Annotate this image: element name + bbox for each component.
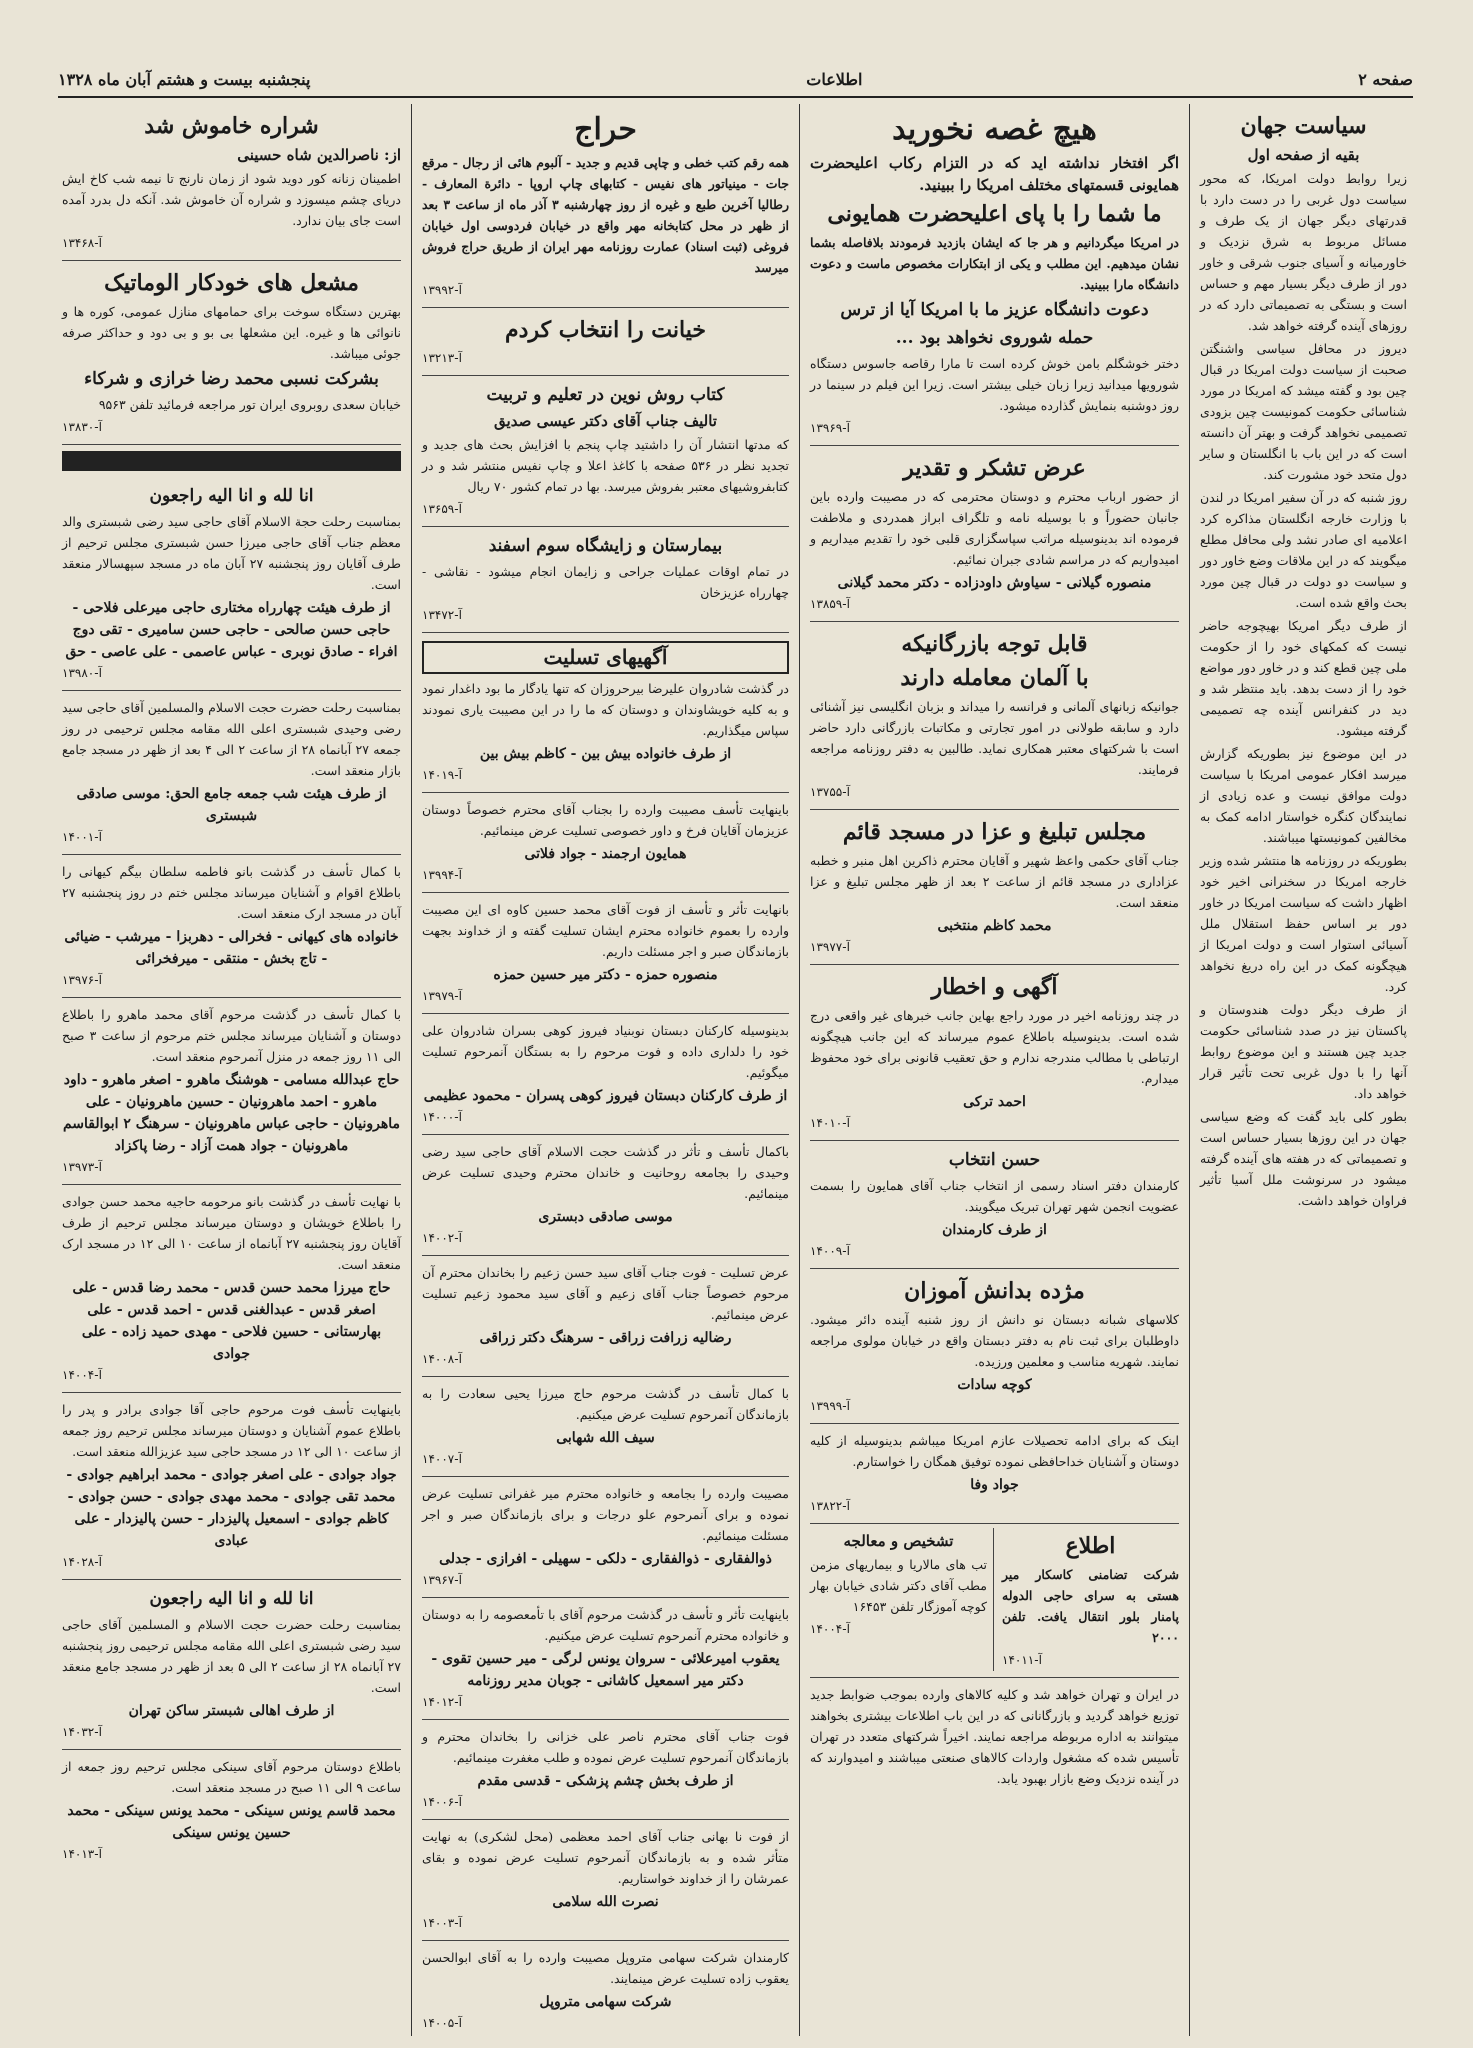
ad-code: آ-۱۴۰۰۷ — [422, 1452, 462, 1466]
ad-burners — [62, 261, 401, 445]
notice-body: بمناسبت رحلت حضرت حجت الاسلام والمسلمین آقای حاجی سید رضی وحیدی شبستری اعلی الله مقامه مجلس ترحیمی در روز جمعه ۲۷ آبانماه ۲۸ از ساعت ۲ الی ۴ بعد از ظهر در مسجد جامع بازار منعقد است. — [62, 700, 401, 778]
notice-signature: حاج میرزا محمد حسن قدس - محمد رضا قدس - علی اصغر قدس - عبدالغنی قدس - احمد قدس - علی بهارستانی - حسین فلاحی - مهدی حمید زاده - علی جوادی — [72, 1280, 391, 1362]
notice-title: تشخیص و معالجه — [843, 1532, 954, 1550]
ad-code: آ-۱۴۰۰۲ — [422, 1231, 462, 1245]
ad-code: آ-۱۴۰۱۲ — [422, 1695, 462, 1709]
mourning-notice — [62, 1580, 401, 1750]
mourning-notice — [62, 691, 401, 855]
ad-signature: جواد وفا — [970, 1477, 1019, 1493]
mourning-notice — [62, 855, 401, 998]
ad-code: آ-۱۴۰۳۲ — [62, 1725, 102, 1739]
ad-code: آ-۱۴۰۰۴ — [62, 1368, 102, 1382]
page-number: صفحه ۲ — [1358, 69, 1413, 89]
notices-row — [810, 1524, 1179, 1678]
ad-title: بیمارستان و زایشگاه سوم اسفند — [488, 536, 723, 556]
mourning-notice — [62, 1750, 401, 1871]
notice-body: شرکت تضامنی کاسکار میر هستی به سرای حاجی الدوله پامنار بلور انتقال یافت. تلفن ۲۰۰۰ — [1002, 1567, 1179, 1645]
notice-signature: حاج عبدالله مسامی - هوشنگ ماهرو - اصغر ماهرو - داود ماهرو - احمد ماهرونیان - حسین ماهرونیان - علی ماهرونیان - حاجی عباس ماهرونیان - سرهنگ ۲ ابوالقاسم ماهرونیان - جواد همت آزاد - رضا پاکزاد — [62, 1072, 401, 1154]
ad-body: کارمندان دفتر اسناد رسمی از انتخاب جناب آقای همایون را بسمت عضویت انجمن شهر تهران تبریک میگویند. — [810, 1178, 1179, 1214]
ad-code: آ-۱۴۰۰۱ — [62, 830, 102, 844]
ad-code: آ-۱۳۹۷۹ — [422, 989, 462, 1003]
ad-traders — [810, 622, 1179, 810]
condolence-text: کارمندان شرکت سهامی متروپل مصیبت وارده را به آقای ابوالحسن یعقوب زاده تسلیت عرض مینمایند. — [422, 1950, 789, 1986]
columns — [52, 104, 1417, 2036]
ad-code: آ-۱۴۰۰۰ — [422, 1110, 462, 1124]
poem-article — [62, 104, 401, 261]
ad-code: آ-۱۴۰۰۳ — [422, 1916, 462, 1930]
ad-code: آ-۱۳۸۳۰ — [62, 420, 102, 434]
notice-clinic — [810, 1528, 994, 1671]
condolence-signature: از طرف کارکنان دبستان فیروز کوهی پسران - محمود عظیمی — [423, 1088, 788, 1104]
paragraph: بطور کلی باید گفت که وضع سیاسی جهان در این روزها بسیار حساس است و تصمیماتی که در هفته های آینده گرفته میشود در سرنوشت ملل آسیا تأثیر فراوان خواهد داشت. — [1200, 1109, 1407, 1208]
ad-signature: کوچه سادات — [957, 1377, 1032, 1393]
ad-code: آ-۱۳۹۹۲ — [422, 283, 462, 297]
ad-author: تالیف جناب آقای دکتر عیسی صدیق — [494, 412, 717, 430]
notice-signature: جواد جوادی - علی اصغر جوادی - محمد ابراهیم جوادی - محمد تقی جوادی - محمد مهدی جوادی - حسن جوادی - کاظم جوادی - اسمعیل پالیزدار - حسن پالیزدار - علی عبادی — [66, 1467, 397, 1549]
article-author: از: ناصرالدین شاه حسینی — [237, 146, 401, 164]
ad-body: جوانیکه زبانهای آلمانی و فرانسه را میداند و بزبان انگلیسی نیز آشنائی دارد و سابقه طولانی در امور تجارتی و مکاتبات بازرگانی دارد حاضر است با شرکتهای معتبر همکاری نماید. طالبین به دفتر روزنامه مراجعه فرمایند. — [810, 699, 1179, 777]
ad-code: آ-۱۳۷۵۵ — [810, 785, 850, 799]
condolence-text: با کمال تأسف در گذشت مرحوم حاج میرزا یحیی سعادت را به بازماندگان آنمرحوم تسلیت عرض میکنیم. — [422, 1386, 789, 1422]
ad-code: آ-۱۴۰۱۰ — [810, 1116, 850, 1130]
ad-signature: احمد ترکی — [963, 1094, 1026, 1110]
condolence-text: در گذشت شادروان علیرضا بیرحروزان که تنها یادگار ما بود داغدار نمود و به کلیه خویشاوندان و دوستان که ما را در این مصیبت یاری نمودند سپاس میگذاریم. — [422, 681, 789, 738]
ad-farewell — [810, 1424, 1179, 1524]
condolence-item — [422, 1820, 789, 1941]
ad-warning — [810, 965, 1179, 1141]
paragraph: در ایران و تهران خواهد شد و کلیه کالاهای وارده بموجب ضوابط جدید توزیع خواهد گردید و بازرگانانی که در این باب اطلاعات بیشتری بخواهند میتوانند به اداره مربوطه مراجعه نمایند. اخیراً شرکتهای متعدد در تهران تأسیس شده که مشغول واردات کالاهای صنعتی میباشند و امیدوارند که در آینده نزدیک وضع بازار بهبود یابد. — [810, 1687, 1179, 1786]
mourning-notice — [62, 1185, 401, 1393]
condolence-item — [422, 1477, 789, 1598]
ad-code: آ-۱۳۹۸۰ — [62, 666, 102, 680]
ad-code: آ-۱۳۴۶۸ — [62, 236, 102, 250]
condolence-text: باینهایت تأثر و تأسف در گذشت مرحوم آقای با تأمعصومه را به دوستان و خانواده محترم آنمرحوم تسلیت عرض میکنیم. — [422, 1607, 789, 1643]
ad-body: بهترین دستگاه سوخت برای حمامهای منازل عمومی، کوره ها و نانوائی ها و غیره. این مشعلها بی بو و بی دود و حداکثر صرفه جوئی میباشد. — [62, 304, 401, 361]
ad-code: آ-۱۳۶۵۹ — [422, 502, 462, 516]
ad-title: عرض تشکر و تقدیر — [903, 455, 1086, 481]
ad-title: حمله شوروی نخواهد بود ... — [895, 328, 1094, 348]
ad-title: آگهی و اخطار — [931, 974, 1058, 1000]
ad-code: آ-۱۴۰۱۳ — [62, 1847, 102, 1861]
ad-body: که مدتها انتشار آن را داشتید چاپ پنجم با افزایش بحث های جدید و تجدید نظر در ۵۳۶ صفحه با کاغذ اعلا و چاپ نفیس منتشر شد و در کتابفروشیهای معتبر بفروش میرسد. بها در تمام کشور ۷۰ ریال — [422, 437, 789, 494]
condolence-item — [422, 793, 789, 893]
divider-bar — [62, 451, 401, 471]
ad-signature: منصوره گیلانی - سیاوش داودزاده - دکتر محمد گیلانی — [837, 575, 1152, 591]
ad-code: آ-۱۴۰۱۹ — [422, 768, 462, 782]
condolence-signature: سیف الله شهابی — [556, 1430, 655, 1446]
condolence-item — [422, 893, 789, 1014]
ad-code: آ-۱۴۰۰۵ — [422, 2016, 462, 2030]
trade-article — [810, 1678, 1179, 1797]
paragraph: از طرف دیگر امریکا بهیچوجه حاضر نیست که کمکهای خود را از حکومت ملی چین قطع کند و در خاور دور مواضع خود را از دست بدهد. باید منتظر شد و دید در کنفرانس آینده چه تصمیمی گرفته میشود. — [1200, 618, 1407, 738]
paragraph: دیروز در محافل سیاسی واشنگتن صحبت از سیاست دولت امریکا در قبال چین بود و گفته میشد که امریکا در مورد شناسائی حکومت کمونیست چین بزودی تصمیمی نخواهد گرفت و بهتر آن دانسته است که در این باب با انگلستان و سایر دول متحد خود مشورت کند. — [1200, 341, 1407, 482]
condolence-item — [422, 1720, 789, 1820]
notice-signature: از طرف هیئت شب جمعه جامع الحق: موسی صادقی شبستری — [76, 786, 387, 824]
ad-mosque — [810, 810, 1179, 965]
notice-body: بمناسبت رحلت حضرت حجت الاسلام و المسلمین آقای حاجی سید رضی شبستری اعلی الله مقامه مجلس ترحیمی روز پنجشنبه ۲۷ آبانماه ۲۸ از ساعت ۲ الی ۵ بعد از ظهر در مسجد جامع منعقد است. — [62, 1617, 401, 1695]
ad-body: جناب آقای حکمی واعظ شهیر و آقایان محترم ذاکرین اهل منبر و خطبه عزاداری در مسجد قائم از ساعت ۲ بعد از ظهر مجلس تبلیغ و عزا منعقد است. — [810, 853, 1179, 910]
notice-signature: از طرف هیئت چهارراه مختاری حاجی میرعلی فلاحی - حاجی حسن صالحی - حاجی حسن سامیری - تقی دوج افراء - صادق نوبری - عباس عاصمی - علی عاصی - حق — [65, 600, 398, 660]
column-ads-4 — [52, 104, 411, 2036]
notice-relocation — [1002, 1528, 1179, 1671]
ad-travel — [810, 104, 1179, 446]
world-politics-article — [1200, 104, 1407, 1219]
ad-body: دختر خوشگلم بامن خوش کرده است تا مارا رقاصه جاسوس دستگاه شورویها میدانید زیرا زبان خیلی بیشتر است. زیرا این فیلم در سینما در روز دوشنبه بنمایش گذارده میشود. — [810, 356, 1179, 413]
paragraph: اطمینان زنانه کور دوید شود از زمان نارنج تا نیمه شب کاخ ایش دریای چشم میسوزد و شراره آن خاموش شد. آنکه دل بدرد آمده است جای بیان ندارد. — [62, 171, 401, 228]
ad-code: آ-۱۳۹۶۷ — [422, 1573, 462, 1587]
ad-title: هیچ غصه نخورید — [892, 112, 1097, 147]
ad-code: آ-۱۳۹۶۹ — [810, 421, 850, 435]
condolence-signature: منصوره حمزه - دکتر میر حسین حمزه — [493, 967, 718, 983]
condolence-signature: رضالیه زرافت زراقی - سرهنگ دکتر زراقی — [479, 1330, 732, 1346]
column-world-politics — [1189, 104, 1417, 2036]
notice-code: آ-۱۴۰۱۱ — [1002, 1653, 1042, 1667]
masthead: اطلاعات — [806, 69, 863, 89]
ad-title: حسن انتخاب — [948, 1150, 1041, 1170]
notice-title: اطلاع — [1065, 1533, 1116, 1559]
ad-title: دعوت دانشگاه عزیز ما با امریکا آیا از ترس — [840, 300, 1149, 320]
ad-code: آ-۱۳۹۹۴ — [422, 868, 462, 882]
ad-signature: محمد کاظم منتخبی — [937, 918, 1052, 934]
paragraph: از طرف دیگر دولت هندوستان و پاکستان نیز در صدد شناسائی حکومت جدید چین هستند و این موضوع روابط آنها را با دول غربی تحت تأثیر قرار خواهد داد. — [1200, 1002, 1407, 1101]
notice-signature: از طرف اهالی شبستر ساکن تهران — [128, 1703, 335, 1719]
notice-body: باطلاع دوستان مرحوم آقای سینکی مجلس ترحیم روز جمعه از ساعت ۹ الی ۱۱ صبح در مسجد منعقد است. — [62, 1759, 401, 1795]
mourning-notice — [62, 998, 401, 1185]
ad-book-2 — [422, 376, 789, 527]
notice-body: با کمال تأسف در گذشت بانو فاطمه سلطان بیگم کیهانی را باطلاع اقوام و آشنایان میرساند مجلس ختم در روز پنجشنبه ۲۷ آبان در مسجد ارک منعقد است. — [62, 864, 401, 921]
ad-code: آ-۱۴۰۰۶ — [422, 1795, 462, 1809]
condolence-text: از فوت نا بهانی جناب آقای احمد معظمی (محل لشکری) به نهایت متأثر شده و به بازماندگان آنمرحوم تسلیت عرض نموده و بقای عمرشان را از خداوند خواستاریم. — [422, 1829, 789, 1886]
paragraph: بطوریکه در روزنامه ها منتشر شده وزیر خارجه امریکا در سخنرانی اخیر خود اظهار داشت که سیاست امریکا در خاور دور بر اساس حفظ استقلال ملل آسیائی استوار است و دولت امریکا از هیچگونه کمک در این راه دریغ نخواهد کرد. — [1200, 853, 1407, 994]
ad-title: مشعل های خودکار الوماتیک — [104, 270, 359, 296]
mourning-notice — [62, 477, 401, 691]
ad-code: آ-۱۳۹۷۳ — [62, 1160, 102, 1174]
condolence-item — [422, 1135, 789, 1256]
ad-body: اینک که برای ادامه تحصیلات عازم امریکا میباشم بدینوسیله از کلیه دوستان و آشنایان خداحافظی نموده توفیق همگان را خواستارم. — [810, 1433, 1179, 1469]
ad-signature: از طرف کارمندان — [942, 1222, 1047, 1238]
condolence-signature: ذوالفقاری - ذوالفقاری - دلکی - سهیلی - افرازی - جدلی — [439, 1551, 772, 1567]
ad-company: بشرکت نسبی محمد رضا خرازی و شرکاء — [84, 369, 379, 389]
ad-code: آ-۱۴۰۰۹ — [810, 1244, 850, 1258]
ad-code: آ-۱۳۲۱۳ — [422, 351, 462, 365]
ad-students — [810, 1269, 1179, 1424]
condolence-signature: همایون ارجمند - جواد فلاتی — [524, 846, 687, 862]
ad-code: آ-۱۳۹۷۶ — [62, 973, 102, 987]
condolence-text: بدینوسیله کارکنان دبستان نوبنیاد فیروز کوهی بسران شادروان علی خود را دلداری داده و فوت مرحوم را به بستگان آنمرحوم تسلیت میگوئیم. — [422, 1023, 789, 1080]
ad-body: همه رقم کتب خطی و چاپی قدیم و جدید - آلبوم هائی از رجال - مرقع جات - مینیاتور های نفیس - کتابهای چاپ اروپا - دائرة المعارف - رطالیا آخرین طبع و غیره از روز چهارشنبه ۳ آذر ماه از ساعت ۳ بعد از ظهر در محل کتابخانه مهر واقع در خیابان فردوسی اول خیابان فروغی (ثبت اسناد) عمارت روزنامه مهر ایران از طریق حراج فروش میرسد — [422, 155, 789, 275]
condolence-item — [422, 1598, 789, 1720]
condolence-item — [422, 1377, 789, 1477]
condolence-section — [422, 633, 789, 793]
condolence-signature: یعقوب امیرعلائی - سروان یونس لرگی - میر حسین تقوی - دکتر میر اسمعیل کاشانی - جوبان مدیر روزنامه — [431, 1651, 780, 1689]
ad-book-1 — [422, 308, 789, 376]
condolence-signature: از طرف خانواده بیش بین - کاظم بیش بین — [479, 746, 732, 762]
ad-code: آ-۱۳۸۲۲ — [810, 1499, 850, 1513]
page-header — [58, 62, 1413, 98]
ad-thanks — [810, 446, 1179, 622]
notice-body: با کمال تأسف در گذشت مرحوم آقای محمد ماهرو را باطلاع دوستان و آشنایان میرساند مجلس ختم مرحوم از ساعت ۳ صبح الی ۱۱ روز جمعه در منزل آنمرحوم منعقد است. — [62, 1007, 402, 1064]
article-title: شراره خاموش شد — [144, 113, 319, 139]
condolence-signature: شرکت سهامی متروپل — [539, 1994, 672, 2010]
ad-code: آ-۱۳۹۹۹ — [810, 1399, 850, 1413]
ad-code: آ-۱۴۰۲۸ — [62, 1555, 102, 1569]
paragraph: روز شنبه که در آن سفیر امریکا در لندن با وزارت خارجه انگلستان مذاکره کرد اعلامیه ای صادر نشد ولی محافل مطلع میگویند که در این ملاقات وضع خاور دور و سیاست دو دولت در قبال چین مورد بحث واقع شده است. — [1200, 490, 1407, 610]
condolence-text: باکمال تأسف و تأثر در گذشت حجت الاسلام آقای حاجی سید رضی وحیدی را بجامعه روحانیت و خاندان محترم وحیدی تسلیت عرض مینمائیم. — [422, 1144, 789, 1201]
paragraph: زیرا روابط دولت امریکا، که محور سیاست دول غربی را در دست دارد با قدرتهای دیگر جهان از یک طرف و مسائل مربوط به شرق نزدیک و خاورمیانه و آسیای جنوب شرقی و خاور دور از طرف دیگر بسیار مهم و حساس است و بستگی به تصمیماتی دارد که در روزهای آینده گرفته خواهد شد. — [1200, 171, 1407, 333]
article-subtitle: بقیه از صفحه اول — [1247, 146, 1360, 164]
condolence-item — [422, 1256, 789, 1377]
condolence-text: عرض تسلیت - فوت جناب آقای سید حسن زعیم را بخاندان محترم آن مرحوم خصوصاً جناب آقای زعیم و آقای سید محمود زعیم تسلیت عرض مینمائیم. — [422, 1265, 789, 1322]
ad-body: در امریکا میگردانیم و هر جا که ایشان بازدید فرمودند بلافاصله بشما نشان میدهیم. این مطلب و یکی از ابتکارات مخصوص ماست و دعوت دانشگاه مارا ببینید. — [810, 235, 1179, 292]
condolence-text: مصیبت وارده را بجامعه و خانواده محترم میر غفرانی تسلیت عرض نموده و برای آنمرحوم علو درجات و برای بازماندگان صبر و اجر مسئلت مینمائیم. — [422, 1486, 789, 1543]
notice-title: انا لله و انا الیه راجعون — [149, 1589, 314, 1609]
notice-signature: خانواده های کیهانی - فخرالی - دهربزا - میرشب - ضیائی - تاج بخش - منتقی - میرفخرائی — [64, 929, 399, 967]
condolence-signature: موسی صادقی دبستری — [538, 1209, 673, 1225]
ad-title: مژده بدانش آموزان — [904, 1278, 1085, 1304]
ad-auction — [422, 104, 789, 308]
ad-title: مجلس تبلیغ و عزا در مسجد قائم — [842, 819, 1147, 845]
mourning-notice — [62, 1393, 401, 1580]
condolence-text: فوت جناب آقای محترم ناصر علی خزانی را بخاندان محترم و بازماندگان آنمرحوم تسلیت عرض نموده و طلب مغفرت مینمائیم. — [422, 1729, 789, 1765]
ad-title: با آلمان معامله دارند — [900, 665, 1089, 691]
ad-body: خیابان سعدی روبروی ایران تور مراجعه فرمائید تلفن ۹۵۶۳ — [98, 397, 401, 412]
ad-code: آ-۱۴۰۰۸ — [422, 1352, 462, 1366]
notice-code: آ-۱۴۰۰۴ — [810, 1622, 850, 1636]
ad-title: ما شما را با پای اعلیحضرت همایونی — [827, 201, 1162, 227]
condolence-item — [422, 1014, 789, 1135]
ad-body: در تمام اوقات عملیات جراحی و زایمان انجام میشود - نقاشی - چهارراه عزیزخان — [422, 564, 789, 600]
ad-code: آ-۱۳۸۵۹ — [810, 597, 850, 611]
column-ads-2 — [799, 104, 1189, 2036]
ad-title: قابل توجه بازرگانیکه — [901, 631, 1088, 657]
issue-date: پنجشنبه بیست و هشتم آبان ماه ۱۳۲۸ — [58, 69, 311, 89]
notice-body: بمناسبت رحلت حجة الاسلام آقای حاجی سید رضی شبستری والد معظم جناب آقای حاجی میرزا حسن شبستری مجلس ترحیم از طرف آقایان روز پنجشنبه ۲۷ آبان ماه در مسجد سپهسالار منعقد است. — [62, 514, 401, 592]
ad-code: آ-۱۳۹۷۷ — [810, 940, 850, 954]
ad-body: از حضور ارباب محترم و دوستان محترمی که در مصیبت وارده باین جانبان حضوراً و با بوسیله نامه و تلگراف ابراز همدردی و ملاطفت فرموده اند بدینوسیله مراتب سپاسگزاری قلبی خود را تقدیم میداریم و امیدواریم که در مراسم شادی جبران نمائیم. — [810, 489, 1179, 567]
article-title: سیاست جهان — [1240, 113, 1367, 139]
ad-title: حراج — [574, 112, 637, 147]
ad-title: خیانت را انتخاب کردم — [505, 317, 706, 343]
ad-body: کلاسهای شبانه دبستان نو دانش از روز شنبه آینده دائر میشود. داوطلبان برای ثبت نام به دفتر دبستان واقع در خیابان مولوی مراجعه نمایند. شهریه مناسب و معلمین ورزیده. — [810, 1312, 1179, 1369]
condolence-text: بانهایت تأثر و تأسف از فوت آقای محمد حسین کاوه ای این مصیبت وارده را بعموم خانواده محترم ایشان تسلیت گفته و از خداوند بجهت بازماندگان صبر و اجر مسئلت داریم. — [422, 902, 789, 959]
notice-body: با نهایت تأسف در گذشت بانو مرحومه حاجیه محمد حسن جوادی را باطلاع خویشان و دوستان میرساند مجلس ترحیم از طرف آقایان روز پنجشنبه ۲۷ آبانماه از ساعت ۱۰ الی ۱۲ در مسجد ارک منعقد است. — [62, 1194, 401, 1272]
notice-title: انا لله و انا الیه راجعون — [149, 486, 314, 506]
condolence-item — [422, 1941, 789, 2036]
notice-body: باینهایت تأسف فوت مرحوم حاجی آقا جوادی برادر و پدر را باطلاع عموم آشنایان و دوستان میرساند مجلس ترحیم روز جمعه از ساعت ۱۰ الی ۱۲ در مسجد حاجی سید عزیزالله منعقد است. — [62, 1402, 401, 1459]
column-ads-3 — [411, 104, 799, 2036]
condolence-signature: از طرف بخش چشم پزشکی - قدسی مقدم — [477, 1773, 734, 1789]
ad-hospital — [422, 527, 789, 633]
condolence-text: باینهایت تأسف مصیبت وارده را بجناب آقای محترم خصوصاً دوستان عزیزمان آقایان فرخ و داور خصوصی تسلیت عرض مینمائیم. — [422, 802, 789, 838]
ad-good-choice — [810, 1141, 1179, 1269]
paragraph: در این موضوع نیز بطوریکه گزارش میرسد افکار عمومی امریکا با سیاست دولت موافق نیست و عده زیادی از نمایندگان کنگره خواستار ادامه کمک به مخالفین کمونیستها میباشند. — [1200, 746, 1407, 845]
notice-body: تب های مالاریا و بیماریهای مزمن مطب آقای دکتر شادی خیابان بهار کوچه آموزگار تلفن ۱۶۴۵۳ — [810, 1557, 987, 1614]
ad-body: در چند روزنامه اخیر در مورد راجع بهاین جانب خبرهای غیر واقعی درج شده است. بدینوسیله باطلاع عموم میرساند که این جانب هیچگونه ارتباطی با مطالب مندرجه ندارم و حق تعقیب قانونی برای خود محفوظ میدارم. — [810, 1008, 1179, 1086]
section-title: آگهیهای تسلیت — [422, 641, 789, 674]
ad-code: آ-۱۳۴۷۲ — [422, 608, 462, 622]
notice-signature: محمد قاسم یونس سینکی - محمد یونس سینکی - محمد حسین یونس سینکی — [67, 1803, 396, 1841]
ad-title: کتاب روش نوین در تعلیم و تربیت — [486, 385, 725, 405]
ad-lead: اگر افتخار نداشته اید که در التزام رکاب اعلیحضرت همایونی قسمتهای مختلف امریکا را ببینید. — [810, 154, 1179, 194]
condolence-signature: نصرت الله سلامی — [552, 1894, 659, 1910]
